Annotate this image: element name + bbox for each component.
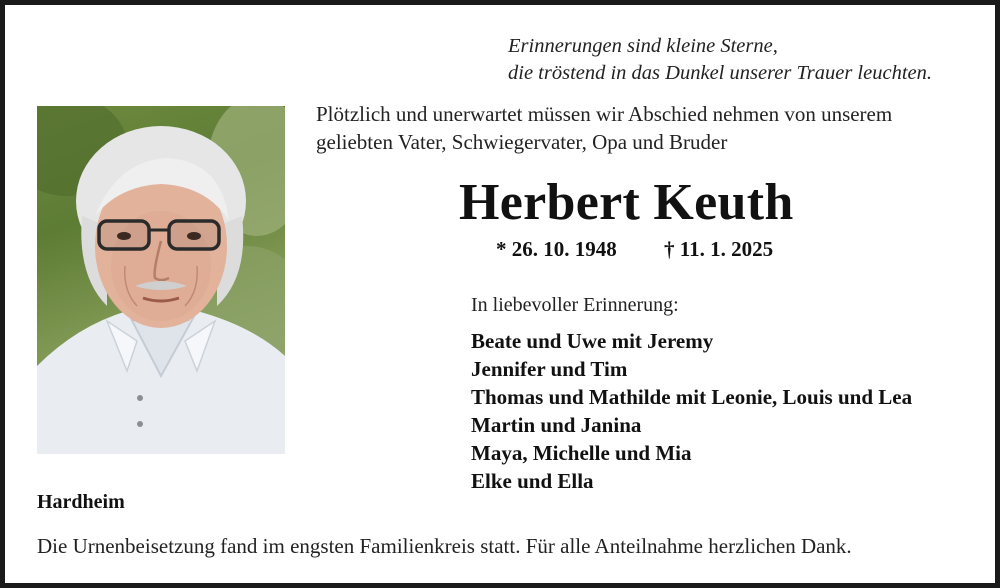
family-member: Elke und Ella xyxy=(471,469,594,493)
intro-line-2: geliebten Vater, Schwiegervater, Opa und Bruder xyxy=(316,130,728,154)
motto-quote xyxy=(508,33,932,87)
birth-date: * 26. 10. 1948 xyxy=(496,237,617,261)
memory-label: In liebevoller Erinnerung: xyxy=(471,294,679,316)
family-member: Beate und Uwe mit Jeremy xyxy=(471,329,714,353)
death-date: † 11. 1. 2025 xyxy=(664,237,774,261)
motto-line-2: die tröstend in das Dunkel unserer Trauer leuchten. xyxy=(508,62,932,84)
family-member: Thomas und Mathilde mit Leonie, Louis und Lea xyxy=(471,385,913,409)
portrait-photo xyxy=(37,106,285,454)
intro-line-1: Plötzlich und unerwartet müssen wir Abschied nehmen von unserem xyxy=(316,102,893,126)
footer-text: Die Urnenbeisetzung fand im engsten Familienkreis statt. Für alle Anteilnahme herzlichen Dank. xyxy=(37,534,852,558)
family-member: Maya, Michelle und Mia xyxy=(471,441,692,465)
intro-text xyxy=(316,100,892,156)
motto-line-1: Erinnerungen sind kleine Sterne, xyxy=(508,35,778,57)
family-list xyxy=(471,327,912,495)
family-member: Jennifer und Tim xyxy=(471,357,628,381)
location-label: Hardheim xyxy=(37,491,125,513)
family-member: Martin und Janina xyxy=(471,413,642,437)
deceased-name: Herbert Keuth xyxy=(459,174,794,231)
